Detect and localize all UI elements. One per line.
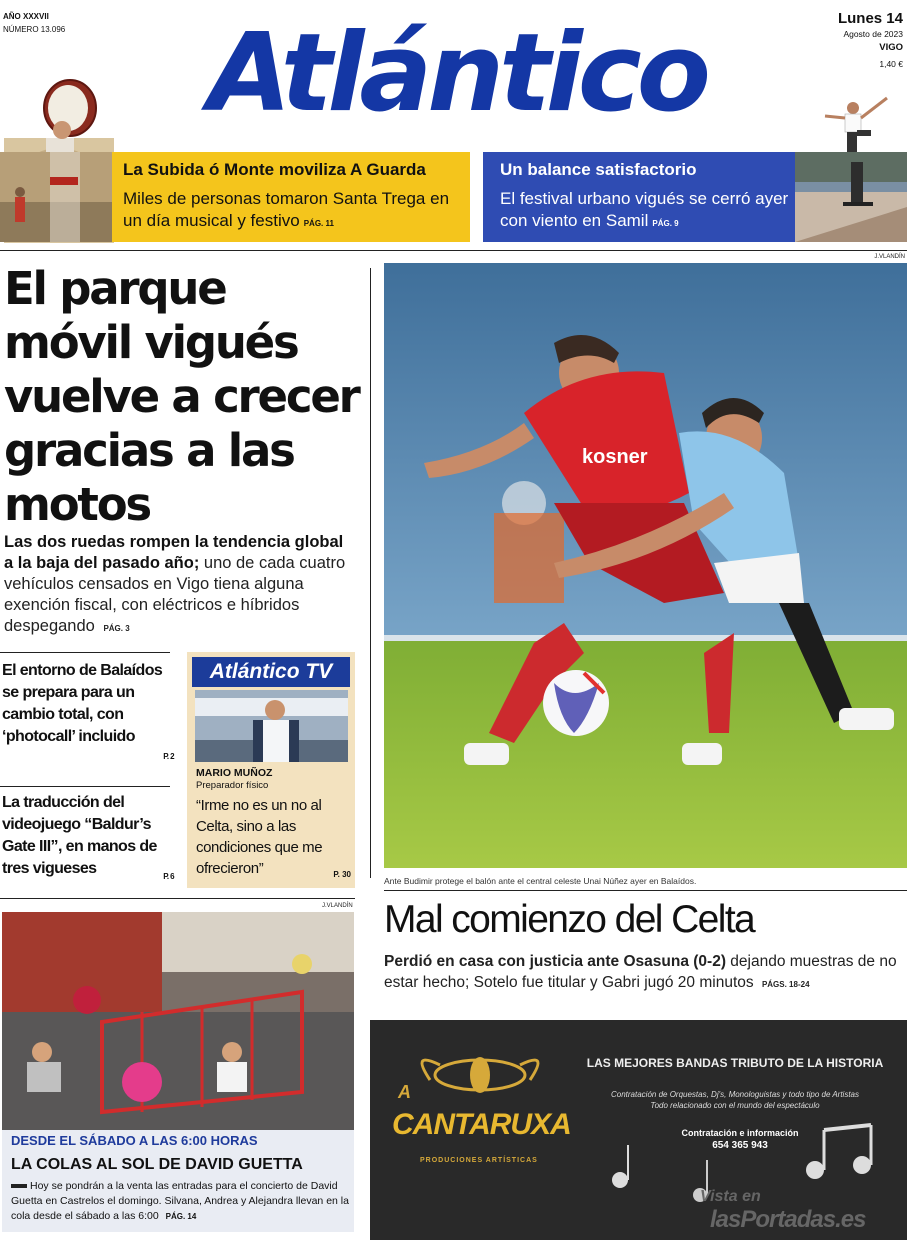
issue-number: NÚMERO 13.096 — [3, 25, 66, 34]
queue-photo — [2, 912, 354, 1130]
ad-tagline: LAS MEJORES BANDAS TRIBUTO DE LA HISTORIA — [586, 1056, 884, 1070]
city: VIGO — [879, 42, 903, 53]
tv-title: Atlántico TV — [192, 657, 350, 687]
ad-phone: 654 365 943 — [712, 1140, 768, 1151]
side-story-baldurs-gate[interactable] — [2, 792, 174, 888]
football-scene — [384, 263, 907, 868]
bullet — [11, 1184, 27, 1188]
divider — [0, 786, 170, 787]
page-ref: PÁGS. 18-24 — [761, 980, 810, 989]
tv-name: MARIO MUÑOZ — [196, 767, 273, 779]
ad-brand-sub: PRODUCIONES ARTÍSTICAS — [420, 1157, 538, 1164]
page-ref: P. 6 — [163, 872, 174, 881]
interview-photo — [195, 690, 348, 762]
price: 1,40 € — [879, 59, 903, 69]
teaser-title: Un balance satisfactorio — [500, 160, 697, 179]
page-ref: P. 30 — [333, 870, 351, 879]
queue-text — [11, 1179, 351, 1224]
divider — [384, 890, 907, 891]
divider — [0, 250, 907, 251]
atlantico-tv-box[interactable] — [187, 652, 355, 888]
crowd-photo — [0, 152, 112, 242]
guetta-queue-story[interactable] — [2, 912, 354, 1232]
tv-quote: “Irme no es un no al Celta, sino a las condiciones que me ofrecieron” — [196, 797, 323, 877]
ad-brand-prefix: A — [398, 1082, 411, 1102]
photo-credit: J.VLANDÍN — [874, 254, 905, 260]
celta-subhead-text: dejando muestras de no estar hecho; Sotelo fue titular y Gabri jugó 20 minutos — [384, 953, 897, 991]
teaser-balance[interactable] — [483, 152, 907, 242]
lead-subhead-bold: Las dos ruedas rompen la tendencia global a la baja del pasado año; — [4, 533, 344, 572]
queue-kicker: DESDE EL SÁBADO A LAS 6:00 HORAS — [11, 1133, 258, 1148]
photo-credit: J.VLANDÍN — [322, 903, 353, 909]
lead-subhead — [4, 532, 349, 639]
ad-brand: CANTARUXA — [392, 1108, 571, 1141]
celta-subhead — [384, 951, 904, 995]
teaser-title: La Subida ó Monte moviliza A Guarda — [123, 160, 426, 179]
edition-info — [838, 10, 903, 71]
ad-contact-label: Contratación e información — [681, 1128, 799, 1138]
lead-headline[interactable]: El parque móvil vigués vuelve a crecer gracias a las motos — [4, 262, 359, 531]
skater-illustration — [797, 86, 907, 152]
divider — [0, 898, 355, 899]
year-label: AÑO XXXVII — [3, 12, 49, 21]
celta-headline[interactable]: Mal comienzo del Celta — [384, 898, 755, 941]
side-story-text: El entorno de Balaídos se prepara para un cambio total, con ‘photocall’ incluido — [2, 662, 163, 745]
tv-role: Preparador físico — [196, 780, 269, 791]
date: Agosto de 2023 — [843, 29, 903, 39]
jersey-sponsor: kosner — [582, 446, 648, 468]
teaser-body: Miles de personas tomaron Santa Trega en un día musical y festivo — [123, 189, 450, 230]
page-ref: P. 2 — [163, 752, 174, 761]
queue-headline: LA COLAS AL SOL DE DAVID GUETTA — [11, 1156, 303, 1173]
ad-line-2: Todo relacionado con el mundo del espectáculo — [650, 1101, 820, 1110]
cantaruxa-ad[interactable] — [370, 1020, 907, 1240]
teaser-subida-monte[interactable] — [0, 152, 470, 242]
celta-subhead-bold: Perdió en casa con justicia ante Osasuna (0-2) — [384, 953, 726, 970]
page-ref: PÁG. 3 — [103, 624, 130, 633]
football-photo[interactable] — [384, 263, 907, 868]
page-ref: PÁG. 9 — [652, 219, 679, 228]
divider — [0, 652, 170, 653]
watermark-line-2: lasPortadas.es — [710, 1206, 866, 1233]
logo[interactable]: Atlántico — [208, 11, 706, 136]
skatepark-photo — [795, 152, 907, 242]
side-story-text: La traducción del videojuego “Baldur’s Gate III”, en manos de tres vigueses — [2, 794, 157, 877]
ad-line-1: Contratación de Orquestas, Dj's, Monologuistas y todo tipo de Artistas — [610, 1090, 860, 1099]
lead-subhead-text: uno de cada cuatro vehículos censados en Vigo tiena alguna exención fiscal, con eléctricos e híbridos despegando — [4, 554, 346, 635]
teaser-text — [123, 188, 463, 235]
page-ref: PÁG. 11 — [303, 219, 334, 228]
queue-body: Hoy se pondrán a la venta las entradas para el concierto de David Guetta en Castrelos el domingo. Silvana, Andrea y Alejandra llevan en la cola desde el sábado a las 6:00 — [11, 1180, 349, 1222]
page-ref: PÁG. 14 — [165, 1212, 197, 1221]
photo-caption: Ante Budimir protege el balón ante el central celeste Unai Núñez ayer en Balaídos. — [384, 876, 697, 886]
vertical-divider — [370, 268, 371, 878]
weekday: Lunes 14 — [837, 10, 903, 27]
issue-info — [3, 10, 65, 36]
watermark-line-1: Vista en — [700, 1188, 761, 1205]
teaser-body: El festival urbano vigués se cerró ayer con viento en Samil — [500, 189, 789, 230]
side-story-balaidos[interactable] — [2, 660, 174, 768]
teaser-text — [500, 188, 800, 235]
